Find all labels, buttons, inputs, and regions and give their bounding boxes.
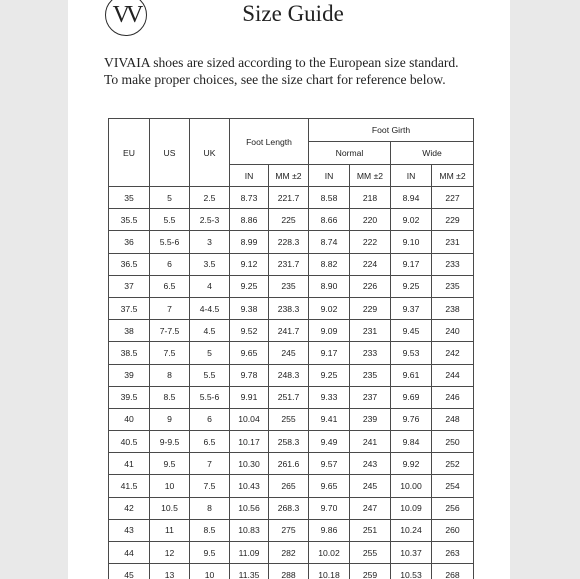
cell-length-in: 9.78	[230, 364, 269, 386]
cell-length-mm: 235	[269, 275, 309, 297]
cell-wide-mm: 256	[432, 497, 474, 519]
cell-length-in: 10.30	[230, 453, 269, 475]
cell-wide-in: 9.76	[391, 408, 432, 430]
table-row	[109, 187, 474, 209]
col-header-foot-length: Foot Length	[230, 119, 309, 165]
cell-wide-in: 9.25	[391, 275, 432, 297]
cell-normal-mm: 224	[350, 253, 391, 275]
cell-eu: 42	[109, 497, 150, 519]
table-row	[109, 209, 474, 231]
cell-normal-in: 9.65	[309, 475, 350, 497]
cell-length-in: 9.52	[230, 320, 269, 342]
cell-normal-mm: 237	[350, 386, 391, 408]
cell-normal-mm: 245	[350, 475, 391, 497]
vivaia-logo-icon: VV	[105, 0, 147, 36]
cell-wide-in: 10.09	[391, 497, 432, 519]
cell-normal-mm: 239	[350, 408, 391, 430]
cell-uk: 8.5	[190, 519, 230, 541]
cell-wide-mm: 268	[432, 564, 474, 579]
cell-normal-in: 8.90	[309, 275, 350, 297]
cell-eu: 45	[109, 564, 150, 579]
table-row	[109, 542, 474, 564]
table-row	[109, 497, 474, 519]
unit-header-length-in: IN	[230, 165, 269, 187]
cell-uk: 9.5	[190, 542, 230, 564]
cell-normal-mm: 259	[350, 564, 391, 579]
cell-wide-in: 9.02	[391, 209, 432, 231]
table-row	[109, 408, 474, 430]
cell-normal-in: 8.66	[309, 209, 350, 231]
cell-normal-in: 9.41	[309, 408, 350, 430]
cell-length-in: 10.04	[230, 408, 269, 430]
cell-wide-mm: 250	[432, 431, 474, 453]
cell-us: 5	[150, 187, 190, 209]
cell-wide-mm: 263	[432, 542, 474, 564]
cell-length-mm: 288	[269, 564, 309, 579]
cell-eu: 39	[109, 364, 150, 386]
cell-normal-mm: 233	[350, 342, 391, 364]
cell-uk: 4-4.5	[190, 297, 230, 319]
cell-length-mm: 225	[269, 209, 309, 231]
cell-length-mm: 265	[269, 475, 309, 497]
cell-wide-mm: 242	[432, 342, 474, 364]
cell-us: 11	[150, 519, 190, 541]
cell-uk: 8	[190, 497, 230, 519]
cell-normal-in: 9.09	[309, 320, 350, 342]
cell-wide-mm: 235	[432, 275, 474, 297]
cell-normal-in: 9.86	[309, 519, 350, 541]
col-header-uk: UK	[190, 119, 230, 187]
cell-normal-in: 10.02	[309, 542, 350, 564]
cell-eu: 35	[109, 187, 150, 209]
cell-eu: 37.5	[109, 297, 150, 319]
col-header-foot-girth: Foot Girth	[309, 119, 474, 142]
cell-us: 13	[150, 564, 190, 579]
cell-length-mm: 282	[269, 542, 309, 564]
cell-length-in: 10.83	[230, 519, 269, 541]
cell-us: 5.5	[150, 209, 190, 231]
cell-wide-in: 9.84	[391, 431, 432, 453]
table-row	[109, 453, 474, 475]
cell-length-in: 9.91	[230, 386, 269, 408]
cell-uk: 7.5	[190, 475, 230, 497]
cell-length-mm: 248.3	[269, 364, 309, 386]
cell-us: 10.5	[150, 497, 190, 519]
cell-wide-mm: 233	[432, 253, 474, 275]
cell-uk: 5	[190, 342, 230, 364]
cell-normal-mm: 255	[350, 542, 391, 564]
table-row	[109, 431, 474, 453]
cell-wide-in: 10.00	[391, 475, 432, 497]
cell-eu: 40.5	[109, 431, 150, 453]
cell-wide-in: 9.45	[391, 320, 432, 342]
cell-uk: 5.5-6	[190, 386, 230, 408]
cell-eu: 37	[109, 275, 150, 297]
table-row	[109, 475, 474, 497]
cell-wide-in: 10.53	[391, 564, 432, 579]
cell-uk: 10	[190, 564, 230, 579]
cell-normal-mm: 229	[350, 297, 391, 319]
cell-wide-in: 9.61	[391, 364, 432, 386]
cell-length-mm: 268.3	[269, 497, 309, 519]
table-row	[109, 364, 474, 386]
intro-line-1: VIVAIA shoes are sized according to the European size standard.	[104, 55, 459, 70]
cell-eu: 43	[109, 519, 150, 541]
cell-length-mm: 261.6	[269, 453, 309, 475]
table-row	[109, 253, 474, 275]
cell-length-mm: 255	[269, 408, 309, 430]
size-chart-table	[108, 118, 474, 579]
cell-length-in: 11.35	[230, 564, 269, 579]
cell-length-mm: 221.7	[269, 187, 309, 209]
cell-eu: 38	[109, 320, 150, 342]
table-row	[109, 275, 474, 297]
cell-length-mm: 238.3	[269, 297, 309, 319]
cell-eu: 35.5	[109, 209, 150, 231]
cell-normal-mm: 241	[350, 431, 391, 453]
cell-normal-in: 9.02	[309, 297, 350, 319]
cell-length-in: 9.65	[230, 342, 269, 364]
cell-length-mm: 251.7	[269, 386, 309, 408]
cell-wide-in: 10.24	[391, 519, 432, 541]
cell-length-mm: 275	[269, 519, 309, 541]
cell-normal-mm: 222	[350, 231, 391, 253]
cell-length-in: 8.73	[230, 187, 269, 209]
cell-uk: 2.5-3	[190, 209, 230, 231]
cell-wide-mm: 227	[432, 187, 474, 209]
col-header-eu: EU	[109, 119, 150, 187]
cell-normal-in: 8.82	[309, 253, 350, 275]
unit-header-length-mm: MM ±2	[269, 165, 309, 187]
cell-normal-in: 10.18	[309, 564, 350, 579]
cell-normal-mm: 226	[350, 275, 391, 297]
cell-normal-mm: 220	[350, 209, 391, 231]
cell-uk: 7	[190, 453, 230, 475]
cell-normal-in: 9.70	[309, 497, 350, 519]
cell-eu: 36.5	[109, 253, 150, 275]
cell-normal-in: 9.25	[309, 364, 350, 386]
cell-wide-mm: 238	[432, 297, 474, 319]
cell-length-mm: 258.3	[269, 431, 309, 453]
cell-wide-mm: 252	[432, 453, 474, 475]
cell-wide-mm: 244	[432, 364, 474, 386]
col-header-normal: Normal	[309, 142, 391, 165]
cell-normal-mm: 251	[350, 519, 391, 541]
cell-wide-in: 9.17	[391, 253, 432, 275]
cell-wide-in: 10.37	[391, 542, 432, 564]
cell-normal-in: 8.74	[309, 231, 350, 253]
unit-header-normal-mm: MM ±2	[350, 165, 391, 187]
cell-normal-in: 8.58	[309, 187, 350, 209]
unit-header-wide-mm: MM ±2	[432, 165, 474, 187]
cell-wide-mm: 254	[432, 475, 474, 497]
table-row	[109, 342, 474, 364]
cell-length-in: 9.38	[230, 297, 269, 319]
cell-us: 9.5	[150, 453, 190, 475]
cell-uk: 6	[190, 408, 230, 430]
cell-eu: 41	[109, 453, 150, 475]
cell-normal-in: 9.17	[309, 342, 350, 364]
cell-uk: 3	[190, 231, 230, 253]
cell-us: 7-7.5	[150, 320, 190, 342]
size-chart-body	[109, 187, 474, 579]
cell-eu: 36	[109, 231, 150, 253]
table-row	[109, 320, 474, 342]
cell-normal-in: 9.49	[309, 431, 350, 453]
cell-normal-mm: 218	[350, 187, 391, 209]
cell-uk: 4.5	[190, 320, 230, 342]
page-title: Size Guide	[242, 1, 344, 26]
cell-us: 12	[150, 542, 190, 564]
cell-wide-in: 9.69	[391, 386, 432, 408]
cell-length-in: 8.99	[230, 231, 269, 253]
cell-uk: 3.5	[190, 253, 230, 275]
cell-length-in: 8.86	[230, 209, 269, 231]
cell-normal-mm: 247	[350, 497, 391, 519]
cell-eu: 39.5	[109, 386, 150, 408]
cell-wide-in: 9.10	[391, 231, 432, 253]
cell-eu: 41.5	[109, 475, 150, 497]
cell-us: 9-9.5	[150, 431, 190, 453]
table-row	[109, 519, 474, 541]
cell-length-in: 11.09	[230, 542, 269, 564]
cell-uk: 4	[190, 275, 230, 297]
table-row	[109, 297, 474, 319]
cell-length-in: 10.56	[230, 497, 269, 519]
cell-uk: 5.5	[190, 364, 230, 386]
unit-header-wide-in: IN	[391, 165, 432, 187]
cell-wide-in: 9.37	[391, 297, 432, 319]
cell-us: 7	[150, 297, 190, 319]
intro-text	[104, 54, 504, 88]
cell-normal-mm: 235	[350, 364, 391, 386]
cell-normal-in: 9.33	[309, 386, 350, 408]
cell-length-mm: 241.7	[269, 320, 309, 342]
cell-length-mm: 228.3	[269, 231, 309, 253]
cell-length-in: 9.25	[230, 275, 269, 297]
cell-wide-mm: 231	[432, 231, 474, 253]
intro-line-2: To make proper choices, see the size chart for reference below.	[104, 72, 446, 87]
cell-us: 9	[150, 408, 190, 430]
size-guide-page	[68, 0, 510, 579]
cell-wide-mm: 240	[432, 320, 474, 342]
cell-wide-mm: 246	[432, 386, 474, 408]
cell-us: 10	[150, 475, 190, 497]
cell-us: 6.5	[150, 275, 190, 297]
table-row	[109, 231, 474, 253]
cell-length-in: 10.17	[230, 431, 269, 453]
col-header-us: US	[150, 119, 190, 187]
cell-us: 5.5-6	[150, 231, 190, 253]
cell-uk: 2.5	[190, 187, 230, 209]
cell-wide-in: 9.92	[391, 453, 432, 475]
cell-normal-mm: 231	[350, 320, 391, 342]
cell-wide-mm: 260	[432, 519, 474, 541]
cell-us: 8.5	[150, 386, 190, 408]
cell-eu: 38.5	[109, 342, 150, 364]
table-row	[109, 564, 474, 579]
cell-length-mm: 231.7	[269, 253, 309, 275]
cell-length-in: 9.12	[230, 253, 269, 275]
unit-header-normal-in: IN	[309, 165, 350, 187]
cell-us: 7.5	[150, 342, 190, 364]
cell-wide-mm: 229	[432, 209, 474, 231]
cell-wide-mm: 248	[432, 408, 474, 430]
cell-normal-in: 9.57	[309, 453, 350, 475]
cell-uk: 6.5	[190, 431, 230, 453]
table-row	[109, 386, 474, 408]
cell-us: 8	[150, 364, 190, 386]
cell-wide-in: 8.94	[391, 187, 432, 209]
col-header-wide: Wide	[391, 142, 474, 165]
cell-length-mm: 245	[269, 342, 309, 364]
cell-eu: 40	[109, 408, 150, 430]
cell-normal-mm: 243	[350, 453, 391, 475]
cell-us: 6	[150, 253, 190, 275]
cell-wide-in: 9.53	[391, 342, 432, 364]
cell-eu: 44	[109, 542, 150, 564]
cell-length-in: 10.43	[230, 475, 269, 497]
